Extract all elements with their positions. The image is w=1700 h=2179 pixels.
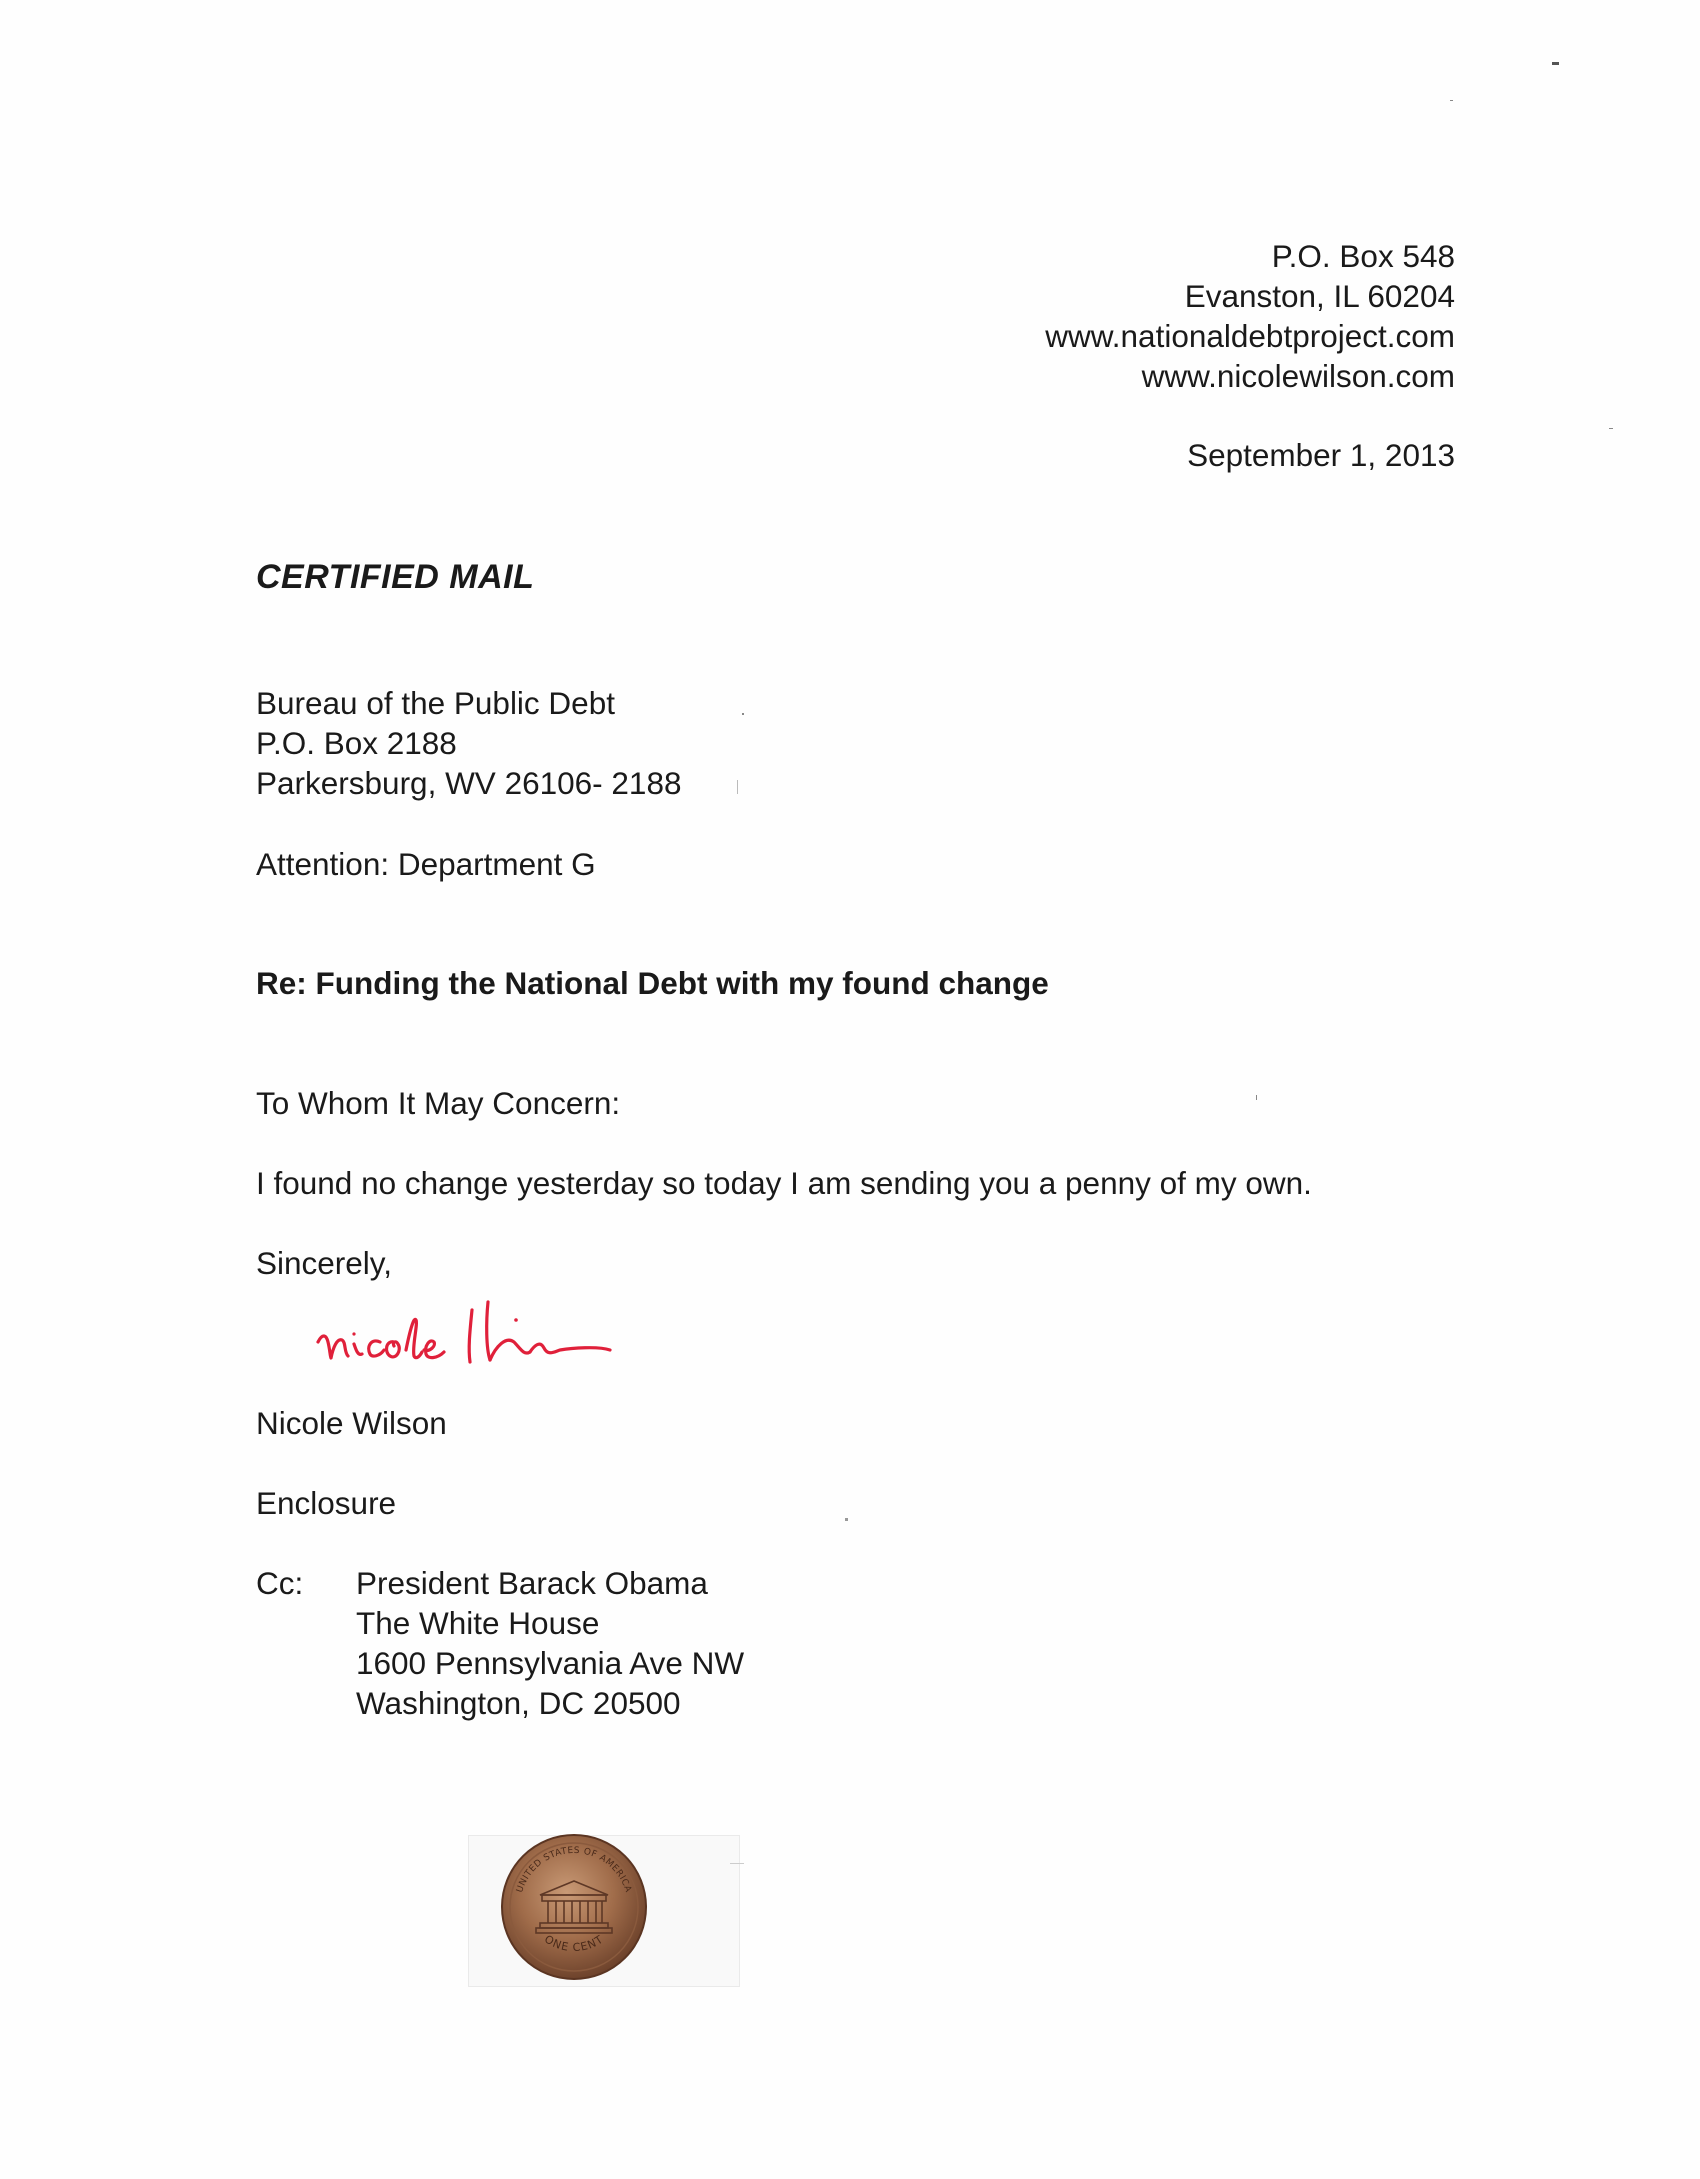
return-address-line: Evanston, IL 60204	[1184, 278, 1455, 314]
cc-line: The White House	[356, 1605, 600, 1641]
recipient-address	[256, 683, 681, 803]
cc-line: Washington, DC 20500	[356, 1685, 681, 1721]
recipient-line: P.O. Box 2188	[256, 725, 457, 761]
cc-label: Cc:	[256, 1565, 304, 1601]
salutation: To Whom It May Concern:	[256, 1085, 621, 1121]
scan-speck	[845, 1518, 848, 1521]
handwritten-signature	[310, 1290, 690, 1380]
scan-speck	[1256, 1095, 1257, 1100]
attention-line: Attention: Department G	[256, 846, 596, 882]
coin-text-bottom: ONE CENT	[542, 1932, 606, 1955]
delivery-method: CERTIFIED MAIL	[256, 558, 535, 596]
cc-address	[356, 1563, 744, 1723]
scan-speck	[730, 1863, 744, 1864]
return-address-line: P.O. Box 548	[1271, 238, 1455, 274]
scan-speck	[1450, 100, 1453, 101]
cc-line: 1600 Pennsylvania Ave NW	[356, 1645, 745, 1681]
letter-date: September 1, 2013	[1187, 437, 1455, 473]
enclosure-note: Enclosure	[256, 1485, 397, 1521]
return-address	[1045, 236, 1455, 396]
scan-speck	[1552, 62, 1559, 65]
scan-speck	[742, 713, 744, 715]
return-address-line: www.nicolewilson.com	[1141, 358, 1455, 394]
penny-coin-image	[498, 1831, 650, 1983]
recipient-line: Parkersburg, WV 26106- 2188	[256, 765, 682, 801]
closing: Sincerely,	[256, 1245, 392, 1281]
subject-line: Re: Funding the National Debt with my found change	[256, 965, 1049, 1001]
body-paragraph: I found no change yesterday so today I am sending you a penny of my own.	[256, 1165, 1312, 1201]
cc-line: President Barack Obama	[356, 1565, 708, 1601]
coin-text-top: UNITED STATES OF AMERICA	[515, 1845, 633, 1894]
taped-penny	[448, 1825, 748, 1995]
scan-speck	[737, 780, 738, 794]
recipient-line: Bureau of the Public Debt	[256, 685, 615, 721]
scan-speck	[1609, 428, 1613, 429]
signer-name: Nicole Wilson	[256, 1405, 447, 1441]
return-address-line: www.nationaldebtproject.com	[1045, 318, 1455, 354]
